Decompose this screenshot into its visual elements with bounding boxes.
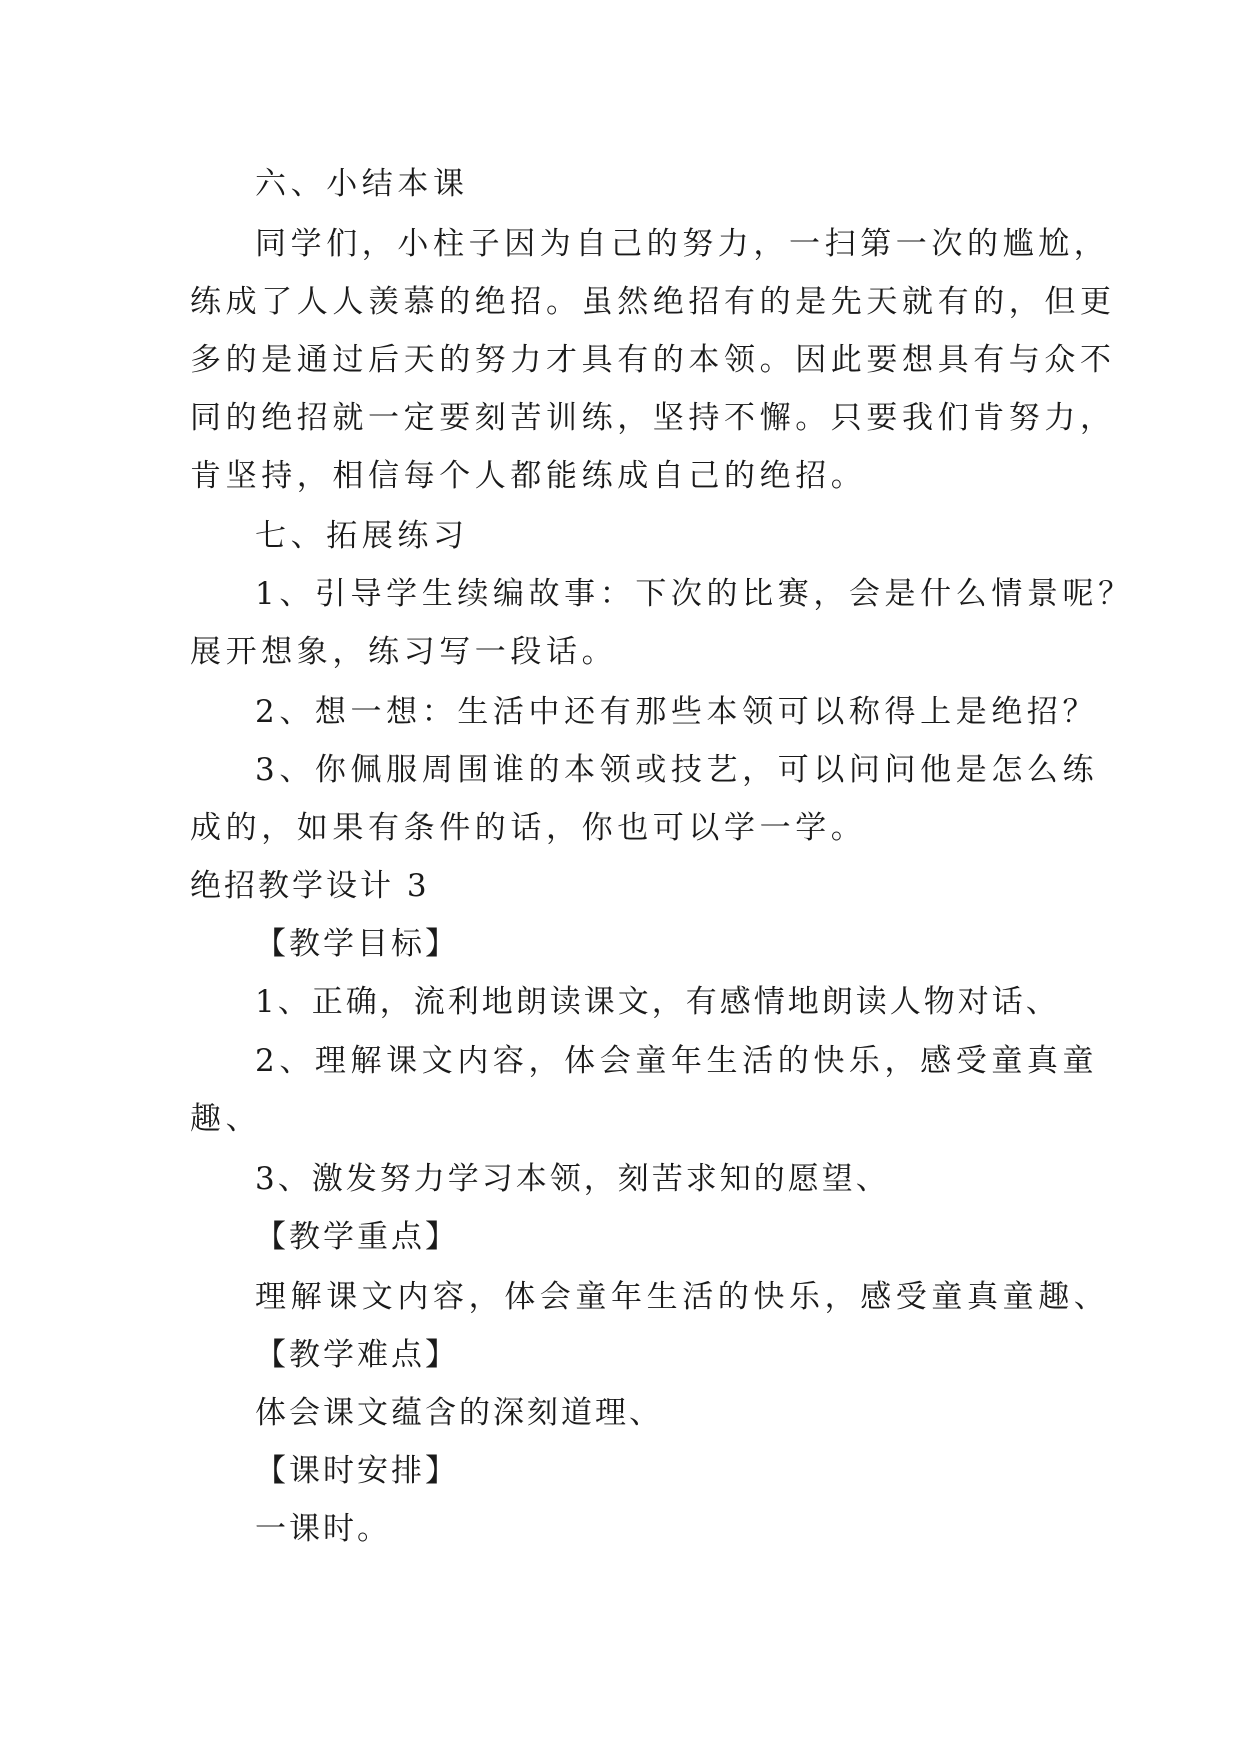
paragraph-line: 成的，如果有条件的话，你也可以学一学。 bbox=[190, 810, 867, 846]
list-item: 3、激发努力学习本领，刻苦求知的愿望、 bbox=[255, 1161, 890, 1197]
section-heading-schedule: 【课时安排】 bbox=[255, 1453, 459, 1489]
list-item: 2、理解课文内容，体会童年生活的快乐，感受童真童 bbox=[255, 1043, 1099, 1079]
section-heading-exercise: 七、拓展练习 bbox=[255, 518, 469, 554]
list-item: 2、想一想：生活中还有那些本领可以称得上是绝招？ bbox=[255, 694, 1099, 730]
section-heading-summary: 六、小结本课 bbox=[255, 166, 469, 202]
paragraph-line: 多的是通过后天的努力才具有的本领。因此要想具有与众不 bbox=[190, 342, 1116, 378]
paragraph-line: 练成了人人羡慕的绝招。虽然绝招有的是先天就有的，但更 bbox=[190, 284, 1116, 320]
paragraph-line: 肯坚持，相信每个人都能练成自己的绝招。 bbox=[190, 458, 867, 494]
paragraph-line: 展开想象，练习写一段话。 bbox=[190, 634, 618, 670]
section-heading-key-points: 【教学重点】 bbox=[255, 1219, 459, 1255]
paragraph-line: 理解课文内容，体会童年生活的快乐，感受童真童趣、 bbox=[255, 1279, 1110, 1315]
list-item: 1、正确，流利地朗读课文，有感情地朗读人物对话、 bbox=[255, 984, 1060, 1020]
paragraph-line: 同学们，小柱子因为自己的努力，一扫第一次的尴尬， bbox=[255, 226, 1110, 262]
document-title: 绝招教学设计 3 bbox=[190, 868, 430, 904]
section-heading-goals: 【教学目标】 bbox=[255, 926, 459, 962]
paragraph-line: 趣、 bbox=[190, 1101, 262, 1137]
paragraph-line: 体会课文蕴含的深刻道理、 bbox=[255, 1395, 663, 1431]
list-item: 3、你佩服周围谁的本领或技艺，可以问问他是怎么练 bbox=[255, 752, 1099, 788]
section-heading-difficulties: 【教学难点】 bbox=[255, 1337, 459, 1373]
paragraph-line: 一课时。 bbox=[255, 1511, 391, 1547]
paragraph-line: 同的绝招就一定要刻苦训练，坚持不懈。只要我们肯努力， bbox=[190, 400, 1116, 436]
list-item: 1、引导学生续编故事：下次的比赛，会是什么情景呢？ bbox=[255, 576, 1134, 612]
